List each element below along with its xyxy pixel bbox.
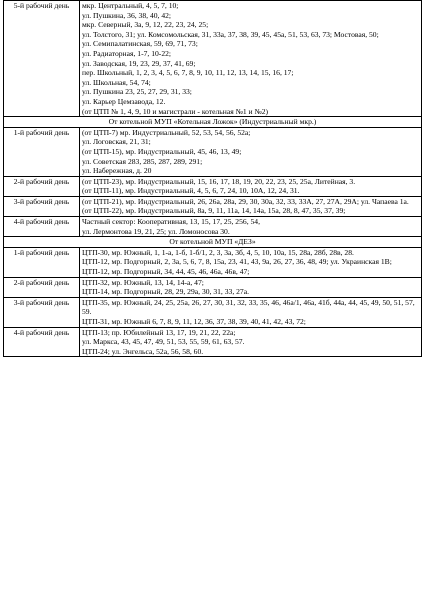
address-line: ул. Пушкина, 36, 38, 40, 42; <box>82 10 172 20</box>
schedule-row <box>4 327 422 357</box>
address-list <box>80 277 422 297</box>
address-line: ул. Заводская, 19, 23, 29, 37, 41, 69; <box>82 58 196 68</box>
working-day-label: 2-й рабочий день <box>4 277 80 297</box>
address-list <box>80 127 422 176</box>
working-day-label: 2-й рабочий день <box>4 176 80 196</box>
schedule-row <box>4 196 422 216</box>
address-list <box>80 196 422 216</box>
schedule-body <box>4 1 422 357</box>
address-list <box>80 297 422 327</box>
address-line: (от ЦТП № 1, 4, 9, 10 и магистрали - котельная №1 и №2) <box>82 106 269 116</box>
schedule-row <box>4 217 422 237</box>
working-day-label: 3-й рабочий день <box>4 196 80 216</box>
address-line: (от ЦТП-21), мр. Индустриальный, 26, 26а, 28а, 29, 30, 30а, 32, 33, 33А, 27, 27А, 29А; ул. Чапаева 1а. <box>82 196 409 206</box>
schedule-row <box>4 277 422 297</box>
address-line: мкр. Центральный, 4, 5, 7, 10; <box>82 1 179 10</box>
address-line: ул. Маркса, 43, 45, 47, 49, 51, 53, 55, 59, 61, 63, 57. <box>82 337 245 347</box>
address-list <box>80 1 422 117</box>
address-line: ул. Радиаторная, 1-7, 10-22; <box>82 48 172 58</box>
section-heading: От котельной МУП «ДЕЗ» <box>4 237 422 248</box>
address-line: (от ЦТП-7) мр. Индустриальный, 52, 53, 54, 56, 52а; <box>82 127 251 137</box>
schedule-table <box>3 0 422 357</box>
address-line: ул. Карьер Цемзавода, 12. <box>82 96 166 106</box>
address-line: ул. Набережная, д. 20 <box>82 166 152 176</box>
address-line: Частный сектор: Кооперативная, 13, 15, 17, 25, 256, 54, <box>82 217 260 227</box>
section-row <box>4 117 422 128</box>
address-list <box>80 247 422 277</box>
address-line: ул. Лермонтова 19, 21, 25; ул. Ломоносова 30. <box>82 226 230 236</box>
address-line: (от ЦТП-11), мр. Индустриальный, 4, 5, 6, 7, 24, 10, 10А, 12, 24, 31. <box>82 186 300 196</box>
working-day-label: 4-й рабочий день <box>4 217 80 237</box>
address-line: ЦТП-32, мр. Южный, 13, 14, 14-а, 47; <box>82 277 204 287</box>
address-line: ул. Семипалатинская, 59, 69, 71, 73; <box>82 39 198 49</box>
address-list <box>80 327 422 357</box>
address-list <box>80 217 422 237</box>
address-line: ЦТП-24; ул. Энгельса, 52а, 56, 58, 60. <box>82 346 204 356</box>
address-line: ЦТП-12, мр. Подгорный, 2, 3а, 5, 6, 7, 8, 15а, 23, 41, 43, 9а, 26, 27, 36, 48, 49; ул. Украинская 1В; <box>82 257 392 267</box>
address-line: ул. Школьная, 54, 74; <box>82 77 151 87</box>
address-line: ЦТП-30, мр. Южный, 1, 1-а, 1-б, 1-б/1, 2, 3, 3а, 3б, 4, 5, 10, 10а, 15, 28а, 28б, 28в, 28. <box>82 247 354 257</box>
working-day-label: 1-й рабочий день <box>4 127 80 176</box>
address-line: ул. Пушкина 23, 25, 27, 29, 31, 33; <box>82 87 192 97</box>
address-line: пер. Школьный, 1, 2, 3, 4, 5, 6, 7, 8, 9, 10, 11, 12, 13, 14, 15, 16, 17; <box>82 68 294 78</box>
working-day-label: 5-й рабочий день <box>4 1 80 117</box>
address-list <box>80 176 422 196</box>
address-line: (от ЦТП-23), мр. Индустриальный, 15, 16, 17, 18, 19, 20, 22, 23, 25, 25а, Литейная, 3. <box>82 176 356 186</box>
address-line: ЦТП-35, мр. Южный, 24, 25, 25а, 26, 27, 30, 31, 32, 33, 35, 46, 46а/1, 46а, 41б, 44а, 44, 45, 49, 50, 51, 57, 59. <box>82 297 415 317</box>
working-day-label: 4-й рабочий день <box>4 327 80 357</box>
address-line: ЦТП-31, мр. Южный 6, 7, 8, 9, 11, 12, 36, 37, 38, 39, 40, 41, 42, 43, 72; <box>82 317 306 326</box>
schedule-row <box>4 176 422 196</box>
schedule-row <box>4 127 422 176</box>
section-heading: От котельной МУП «Котельная Ложок» (Индустриальный мкр.) <box>4 117 422 128</box>
address-line: ЦТП-14, мр. Подгорный, 28, 29, 29а, 30, 31, 33, 27а. <box>82 287 249 297</box>
address-line: ул. Советская 283, 285, 287, 289, 291; <box>82 156 203 166</box>
working-day-label: 1-й рабочий день <box>4 247 80 277</box>
address-line: ЦТП-13; пр. Юбилейный 13, 17, 19, 21, 22, 22а; <box>82 327 236 337</box>
section-row <box>4 237 422 248</box>
schedule-row <box>4 247 422 277</box>
address-line: ул. Толстого, 31; ул. Комсомольская, 31, 33а, 37, 38, 39, 45, 45а, 51, 53, 63, 73; Мостовая, 50; <box>82 29 379 39</box>
address-line: ЦТП-12, мр. Подгорный, 34, 44, 45, 46, 46а, 46в, 47; <box>82 267 250 277</box>
address-line: (от ЦТП-15), мр. Индустриальный, 45, 46, 13, 49; <box>82 146 242 156</box>
address-line: (от ЦТП-22), мр. Индустриальный, 8а, 9, 11, 11а, 14, 14а, 15а, 28, 8, 47, 35, 37, 39; <box>82 206 346 216</box>
schedule-row <box>4 1 422 117</box>
schedule-row <box>4 297 422 327</box>
address-line: ул. Логовская, 21, 31; <box>82 137 151 147</box>
address-line: мкр. Северный, 3а, 9, 12, 22, 23, 24, 25; <box>82 20 209 30</box>
working-day-label: 3-й рабочий день <box>4 297 80 327</box>
